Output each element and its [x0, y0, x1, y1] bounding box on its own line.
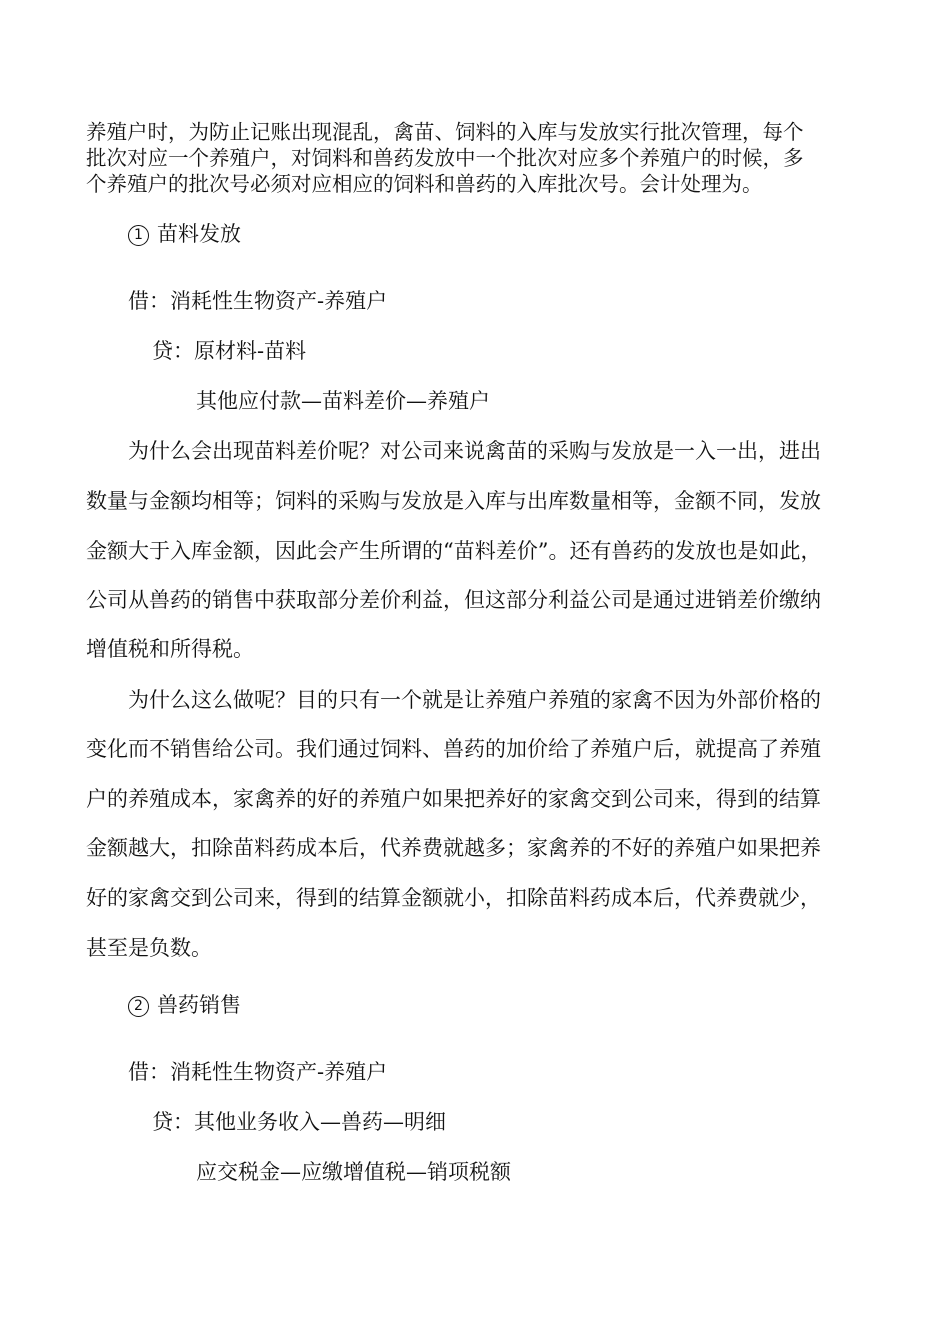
- intro-line-3: 个养殖户的批次号必须对应相应的饲料和兽药的入库批次号。会计处理为。: [86, 172, 763, 196]
- circled-number-1: 1: [128, 225, 149, 246]
- entry-credit-1a: 贷：原材料-苗料: [152, 339, 307, 363]
- para1-line-2: 数量与金额均相等；饲料的采购与发放是入库与出库数量相等，金额不同，发放: [86, 489, 821, 513]
- para2-line-4: 金额越大，扣除苗料药成本后，代养费就越多；家禽养的不好的养殖户如果把养: [86, 836, 821, 860]
- para2-line-2: 变化而不销售给公司。我们通过饲料、兽药的加价给了养殖户后，就提高了养殖: [86, 737, 821, 761]
- circled-number-2: 2: [128, 996, 149, 1017]
- para1-line-4: 公司从兽药的销售中获取部分差价利益，但这部分利益公司是通过进销差价缴纳: [86, 588, 821, 612]
- entry-debit-2: 借：消耗性生物资产-养殖户: [128, 1060, 388, 1084]
- entry-credit-1b: 其他应付款—苗料差价—养殖户: [196, 389, 490, 413]
- section-title-1: 苗料发放: [157, 222, 241, 246]
- section-heading-2: [128, 993, 241, 1017]
- para2-line-5: 好的家禽交到公司来，得到的结算金额就小，扣除苗料药成本后，代养费就少，: [86, 886, 821, 910]
- para1-line-1: 为什么会出现苗料差价呢？对公司来说禽苗的采购与发放是一入一出，进出: [128, 439, 821, 463]
- intro-line-2: 批次对应一个养殖户，对饲料和兽药发放中一个批次对应多个养殖户的时候，多: [86, 146, 804, 170]
- para1-line-5: 增值税和所得税。: [86, 637, 254, 661]
- entry-debit-1: 借：消耗性生物资产-养殖户: [128, 289, 388, 313]
- para2-line-1: 为什么这么做呢？目的只有一个就是让养殖户养殖的家禽不因为外部价格的: [128, 688, 821, 712]
- para2-line-3: 户的养殖成本，家禽养的好的养殖户如果把养好的家禽交到公司来，得到的结算: [86, 787, 821, 811]
- section-heading-1: [128, 222, 241, 246]
- entry-credit-2a: 贷：其他业务收入—兽药—明细: [152, 1110, 446, 1134]
- section-title-2: 兽药销售: [157, 993, 241, 1017]
- para1-line-3: 金额大于入库金额，因此会产生所谓的“苗料差价”。还有兽药的发放也是如此，: [86, 539, 822, 563]
- entry-credit-2b: 应交税金—应缴增值税—销项税额: [196, 1160, 511, 1184]
- para2-line-6: 甚至是负数。: [86, 936, 212, 960]
- intro-line-1: 养殖户时，为防止记账出现混乱，禽苗、饲料的入库与发放实行批次管理，每个: [86, 120, 804, 144]
